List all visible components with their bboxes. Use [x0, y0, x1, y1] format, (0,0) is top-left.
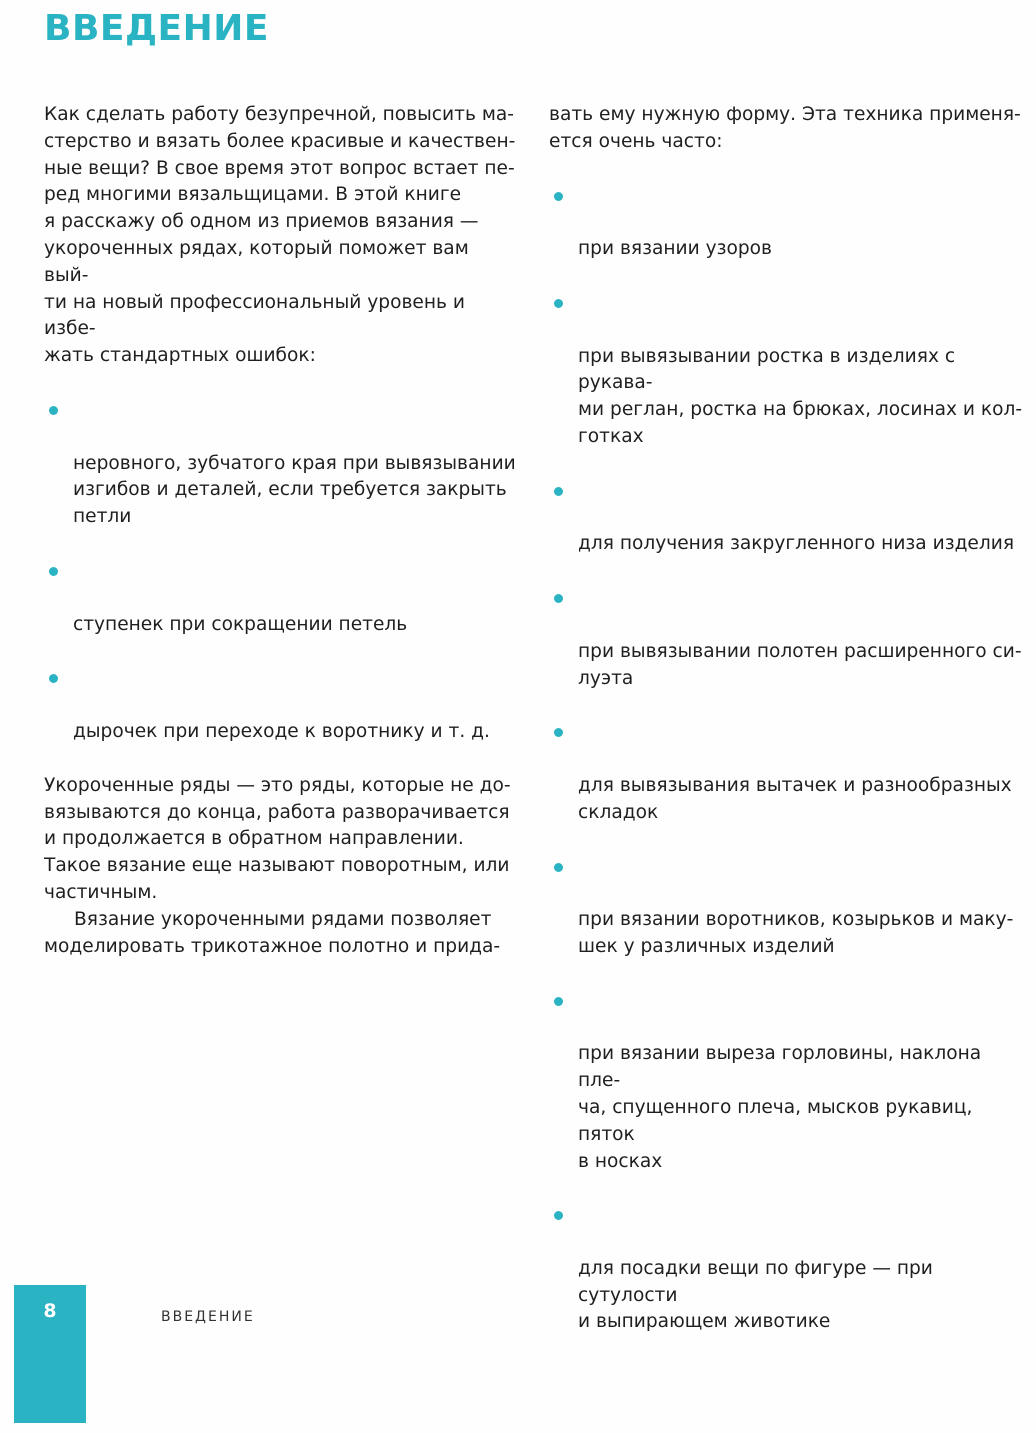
- list-item-text: при вязании воротников, козырьков и маку- шек у различных изделий: [578, 909, 1014, 957]
- bullet-dot-icon: [554, 863, 563, 872]
- page-number: 8: [43, 1300, 57, 1322]
- running-head: ВВЕДЕНИЕ: [161, 1309, 255, 1325]
- mistakes-list: [44, 397, 518, 746]
- list-item: [549, 585, 1027, 692]
- definition-paragraph: Укороченные ряды — это ряды, которые не до- вязываются до конца, работа разворачивается и продолжается в обратном направлении. Такое вязание еще называют поворотным, или частичным.: [44, 774, 511, 903]
- list-item-text: при вязании выреза горловины, наклона пле- ча, спущенного плеча, мысков рукавиц, пяток в носках: [578, 1043, 982, 1172]
- right-column: [549, 102, 1027, 1336]
- bullet-dot-icon: [554, 997, 563, 1006]
- list-item: [44, 397, 518, 531]
- bullet-dot-icon: [554, 728, 563, 737]
- list-item: [549, 854, 1027, 961]
- modeling-paragraph: Вязание укороченными рядами позволяет моделировать трикотажное полотно и прида-: [44, 908, 501, 957]
- list-item-text: при вывязывании ростка в изделиях с рукава- ми реглан, ростка на брюках, лосинах и кол- готках: [578, 345, 1023, 447]
- list-item: [549, 183, 1027, 263]
- bullet-dot-icon: [49, 406, 58, 415]
- list-item-text: ступенек при сокращении петель: [73, 613, 408, 635]
- uses-list: [549, 183, 1027, 1337]
- list-item-text: для получения закругленного низа изделия: [578, 533, 1015, 555]
- list-item: [549, 290, 1027, 451]
- intro-paragraph: Как сделать работу безупречной, повысить ма- стерство и вязать более красивые и качествен- ные вещи? В свое время этот вопрос встает пе- ред многими вязальщицами. В этой книге я расскажу об одном из приемов вязания — укороченных рядах, который поможет вам вый- ти на новый профессиональный уровень и избе- жать стандартных ошибок:: [44, 104, 516, 367]
- bullet-dot-icon: [554, 594, 563, 603]
- list-item: [44, 665, 518, 745]
- page-number-tab: [14, 1285, 86, 1423]
- continuation-paragraph: вать ему нужную форму. Эта техника применя- ется очень часто:: [549, 104, 1021, 152]
- bullet-dot-icon: [49, 567, 58, 576]
- list-item-text: дырочек при переходе к воротнику и т. д.: [73, 720, 490, 742]
- list-item-text: неровного, зубчатого края при вывязывании изгибов и деталей, если требуется закрыть петли: [73, 452, 516, 528]
- list-item: [44, 558, 518, 638]
- list-item: [549, 478, 1027, 558]
- list-item-text: при вязании узоров: [578, 238, 773, 260]
- bullet-dot-icon: [554, 192, 563, 201]
- list-item: [549, 1202, 1027, 1336]
- list-item: [549, 719, 1027, 826]
- bullet-dot-icon: [554, 299, 563, 308]
- page-title: ВВЕДЕНИЕ: [44, 8, 269, 49]
- list-item-text: для посадки вещи по фигуре — при сутулости и выпирающем животике: [578, 1257, 933, 1333]
- list-item: [549, 988, 1027, 1176]
- bullet-dot-icon: [49, 674, 58, 683]
- list-item-text: для вывязывания вытачек и разнообразных складок: [578, 774, 1012, 823]
- list-item-text: при вывязывании полотен расширенного си- луэта: [578, 640, 1022, 689]
- left-column: [44, 102, 518, 960]
- bullet-dot-icon: [554, 1211, 563, 1220]
- bullet-dot-icon: [554, 487, 563, 496]
